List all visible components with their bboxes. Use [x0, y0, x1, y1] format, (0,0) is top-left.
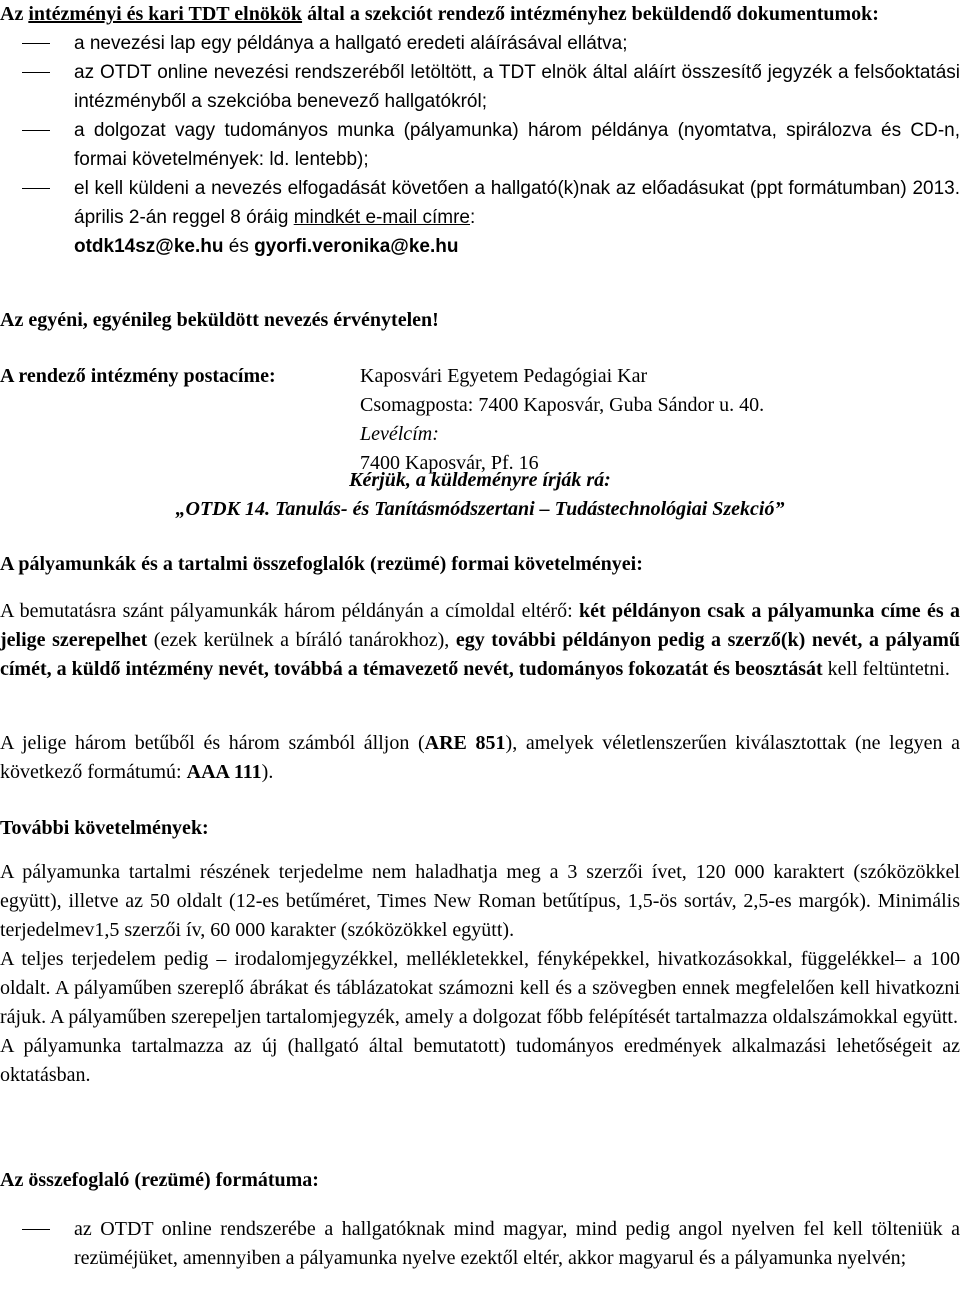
list-item: az OTDT online rendszerébe a hallgatóknak mind magyar, mind pedig angol nyelven fel kell tölteniük a rezüméjüket, amennyiben a pályamunka nyelve ezektől eltér, akkor magyarul és a pályamunka nyelvén; [0, 1215, 960, 1273]
submission-heading [0, 0, 960, 29]
postal-address [0, 362, 960, 474]
paragraph-text: ), amelyek véletlenszerűen kiválasztottak (ne legyen a következő formátumú: [0, 732, 960, 783]
list-item-text: el kell küldeni a nevezés elfogadását követően a hallgató(k)nak az előadásukat (ppt formátumban) 2013. április 2-án reggel 8 óráig [74, 178, 960, 228]
email-link[interactable]: gyorfi.veronika@ke.hu [254, 236, 459, 257]
address-line-label: Levélcím: [360, 423, 439, 445]
further-heading: További követelmények: [0, 817, 209, 839]
paragraph-bold-text: AAA 111 [186, 761, 262, 783]
paragraph-text: ). [261, 761, 274, 783]
list-item-underlined-text: mindkét e-mail címre [293, 207, 471, 228]
list-item-text: és [223, 236, 255, 257]
list-item [0, 174, 960, 261]
invalid-note: Az egyéni, egyénileg beküldött nevezés érvénytelen! [0, 309, 439, 331]
list-item: az OTDT online nevezési rendszeréből letöltött, a TDT elnök által aláírt összesítő jegyzék a felsőoktatási intézményből a szekcióba benevező hallgatókról; [0, 58, 960, 116]
formal-paragraph [0, 597, 960, 684]
paragraph-text: A jelige három betűből és három számból álljon ( [0, 732, 425, 754]
email-link[interactable]: otdk14sz@ke.hu [74, 236, 224, 257]
paragraph-text: A bemutatásra szánt pályamunkák három példányán a címoldal eltérő: [0, 600, 579, 622]
address-line: Kaposvári Egyetem Pedagógiai Kar [360, 365, 648, 387]
formal-heading: A pályamunkák és a tartalmi összefoglalók (rezümé) formai követelményei: [0, 553, 643, 575]
envelope-line: Kérjük, a küldeményre írják rá: [349, 469, 611, 491]
further-paragraph: A pályamunka tartalmazza az új (hallgató által bemutatott) tudományos eredmények alkalmazási lehetőségeit az oktatásban. [0, 1035, 960, 1086]
list-item: a dolgozat vagy tudományos munka (pályamunka) három példánya (nyomtatva, spirálozva és CD-n, formai követelmények: ld. lentebb); [0, 116, 960, 174]
heading-text: Az [0, 3, 29, 25]
submission-section [0, 0, 960, 261]
paragraph-bold-text: egy további példányon pedig a szerző(k) nevét, a pályamű címét, a küldő intézmény nevét, továbbá a témavezető nevét, tudományos fokozatát és beosztását [0, 629, 960, 680]
paragraph-bold-text: ARE 851 [424, 732, 506, 754]
motto-paragraph [0, 729, 960, 787]
address-line: Csomagposta: 7400 Kaposvár, Guba Sándor u. 40. [360, 394, 765, 416]
paragraph-bold-text: két példányon csak a pályamunka címe és a jelige szerepelhet [0, 600, 960, 651]
summary-list [0, 1215, 960, 1273]
submission-list [0, 29, 960, 261]
address-label: A rendező intézmény postacíme: [0, 365, 276, 387]
envelope-note [0, 466, 960, 524]
paragraph-text: (ezek kerülnek a bíráló tanárokhoz), [147, 629, 456, 651]
heading-text: által a szekciót rendező intézményhez beküldendő dokumentumok: [302, 3, 879, 25]
paragraph-text: kell feltüntetni. [822, 658, 950, 680]
address-lines [360, 362, 960, 478]
further-paragraph: A teljes terjedelem pedig – irodalomjegyzékkel, mellékletekkel, fényképekkel, hivatkozásokkal, függelékkel– a 100 oldalt. A pályaműben szereplő ábrákat és táblázatokat számozni kell és a szövegben ennek megfelelően kell hivatkozni rájuk. A pályaműben szerepeljen tartalomjegyzék, amely a dolgozat főbb felépítését tartalmazza oldalszámokkal együtt. [0, 948, 960, 1028]
list-item-text: : [470, 207, 476, 228]
list-item: a nevezési lap egy példánya a hallgató eredeti aláírásával ellátva; [0, 29, 960, 58]
heading-underlined-text: intézményi és kari TDT elnökök [28, 3, 303, 25]
further-section [0, 858, 960, 1090]
envelope-line: „OTDK 14. Tanulás- és Tanításmódszertani – Tudástechnológiai Szekció” [175, 498, 785, 520]
summary-heading: Az összefoglaló (rezümé) formátuma: [0, 1169, 319, 1191]
further-paragraph: A pályamunka tartalmi részének terjedelme nem haladhatja meg a 3 szerzői ívet, 120 000 karaktert (szóközökkel együtt), illetve az 50 oldalt (12-es betűméret, Times New Roman betűtípus, 1,5-ös sortáv, 2,5-es margók). Minimális terjedelmev1,5 szerzői ív, 60 000 karakter (szóközökkel együtt). [0, 861, 960, 941]
address-line-value: 7400 Kaposvár, Pf. 16 [360, 452, 539, 474]
